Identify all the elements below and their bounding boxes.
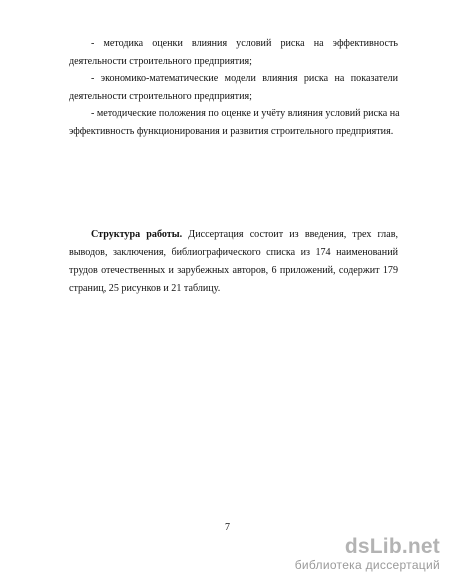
text-fragment: Диссертация состоит из введения, трех глав, bbox=[182, 229, 398, 240]
text-line: эффективность функционирования и развития строительного предприятия. bbox=[69, 126, 394, 137]
text-line: - методические положения по оценке и учёту влияния условий риска на bbox=[91, 108, 400, 119]
list-item bbox=[69, 105, 398, 141]
text-line: - экономико-математические модели влияния риска на показатели bbox=[91, 73, 398, 84]
text-line: деятельности строительного предприятия; bbox=[69, 56, 252, 67]
paragraph-heading: Структура работы. bbox=[91, 229, 183, 240]
structure-paragraph bbox=[69, 226, 398, 298]
text-line: - методика оценки влияния условий риска на эффективность bbox=[91, 38, 398, 49]
text-line: деятельности строительного предприятия; bbox=[69, 91, 252, 102]
watermark bbox=[295, 536, 440, 572]
page-number: 7 bbox=[225, 522, 230, 533]
watermark-subtitle: библиотека диссертаций bbox=[294, 558, 440, 572]
list-item bbox=[69, 70, 398, 106]
text-line: трудов отечественных и зарубежных авторов, 6 приложений, содержит 179 bbox=[69, 265, 398, 276]
text-line: выводов, заключения, библиографического списка из 174 наименований bbox=[69, 247, 398, 258]
watermark-logo: dsLib.net bbox=[344, 535, 440, 558]
text-line bbox=[69, 226, 398, 244]
text-line: страниц, 25 рисунков и 21 таблицу. bbox=[69, 283, 221, 294]
list-item bbox=[69, 35, 398, 71]
